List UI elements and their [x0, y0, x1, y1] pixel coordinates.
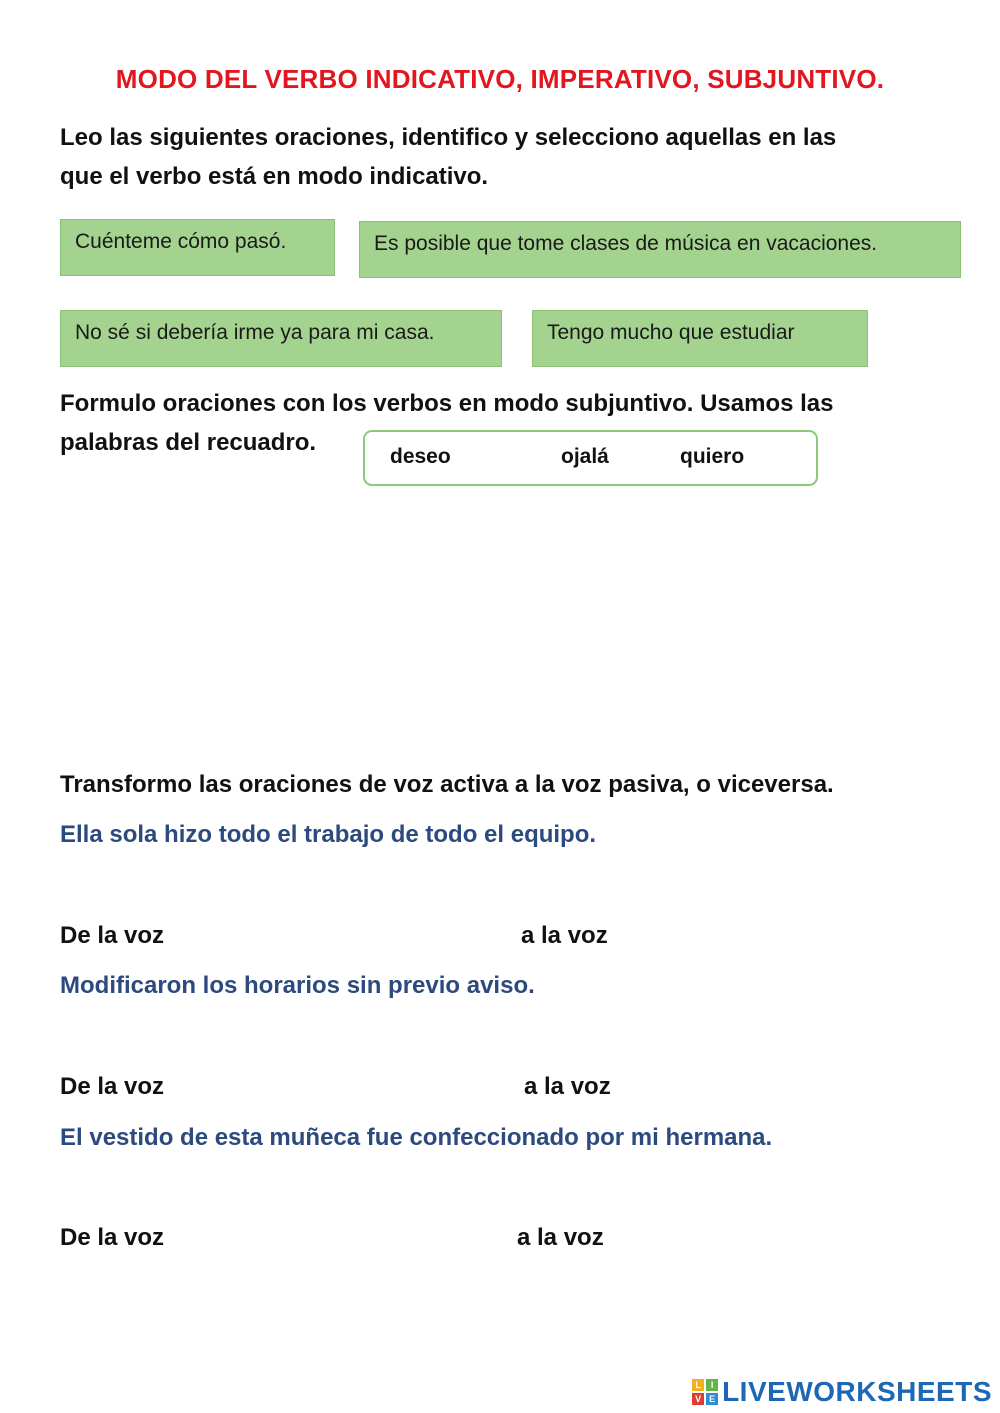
to-voice-label-3: a la voz — [517, 1224, 604, 1251]
sentence-2: Modificaron los horarios sin previo aviso. — [60, 972, 535, 999]
word-box — [363, 430, 818, 486]
sentence-1: Ella sola hizo todo el trabajo de todo el equipo. — [60, 821, 597, 848]
section3-instruction: Transformo las oraciones de voz activa a la voz pasiva, o viceversa. — [60, 771, 834, 798]
section2-instruction-line1: Formulo oraciones con los verbos en modo subjuntivo. Usamos las — [60, 390, 834, 417]
option-card-1[interactable]: Cuénteme cómo pasó. — [60, 219, 335, 276]
word-ojala: ojalá — [561, 445, 609, 468]
liveworksheets-logo — [692, 1374, 992, 1410]
option-card-2[interactable]: Es posible que tome clases de música en vacaciones. — [359, 221, 961, 278]
word-deseo: deseo — [390, 445, 451, 468]
section1-instruction-line1: Leo las siguientes oraciones, identifico y selecciono aquellas en las — [60, 124, 837, 151]
option-card-3[interactable]: No sé si debería irme ya para mi casa. — [60, 310, 502, 367]
to-voice-label-1: a la voz — [521, 922, 608, 949]
logo-badge-icon: L I V E — [692, 1379, 718, 1405]
from-voice-label-3: De la voz — [60, 1224, 165, 1251]
section2-instruction-line2: palabras del recuadro. — [60, 429, 317, 456]
from-voice-label-2: De la voz — [60, 1073, 165, 1100]
logo-text: LIVEWORKSHEETS — [722, 1376, 992, 1407]
sentence-3: El vestido de esta muñeca fue confeccionado por mi hermana. — [60, 1124, 773, 1151]
to-voice-label-2: a la voz — [524, 1073, 611, 1100]
worksheet-title: MODO DEL VERBO INDICATIVO, IMPERATIVO, SUBJUNTIVO. — [115, 64, 885, 94]
from-voice-label-1: De la voz — [60, 922, 165, 949]
section1-instruction-line2: que el verbo está en modo indicativo. — [60, 163, 489, 190]
option-card-4[interactable]: Tengo mucho que estudiar — [532, 310, 868, 367]
word-quiero: quiero — [680, 445, 745, 468]
section1-instruction — [60, 118, 836, 196]
